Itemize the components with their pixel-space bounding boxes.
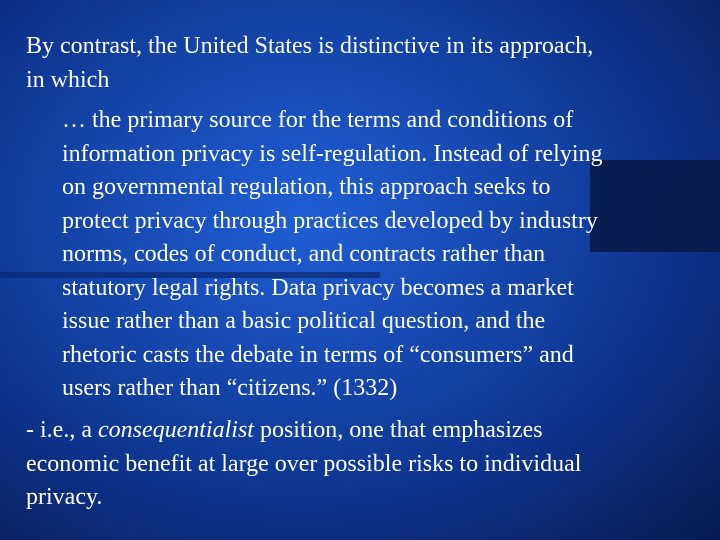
- conclusion-prefix: - i.e., a: [26, 417, 98, 443]
- quote-line: users rather than “citizens.” (1332): [62, 375, 398, 401]
- quote-line: rhetoric casts the debate in terms of “consumers” and: [62, 341, 574, 368]
- intro-line-1: By contrast, the United States is distinctive in its approach,: [26, 33, 594, 59]
- quote-line: … the primary source for the terms and conditions of: [62, 107, 574, 133]
- conclusion-suffix: position, one that emphasizes: [253, 417, 543, 443]
- intro-line-2: in which: [26, 66, 110, 93]
- quote-line: information privacy is self-regulation. Instead of relying: [62, 140, 603, 167]
- conclusion-line-3: privacy.: [26, 484, 103, 510]
- conclusion-paragraph: [26, 414, 716, 515]
- quote-line: protect privacy through practices developed by industry: [62, 207, 598, 234]
- quote-line: issue rather than a basic political question, and the: [62, 308, 546, 334]
- conclusion-emphasis: consequentialist: [97, 417, 254, 443]
- quote-line: on governmental regulation, this approach seeks to: [62, 174, 551, 200]
- quote-line: statutory legal rights. Data privacy becomes a market: [62, 274, 574, 301]
- conclusion-line-2: economic benefit at large over possible risks to individual: [26, 450, 582, 477]
- quote-line: norms, codes of conduct, and contracts rather than: [62, 241, 546, 267]
- intro-paragraph: [26, 30, 716, 97]
- block-quote: [62, 104, 712, 406]
